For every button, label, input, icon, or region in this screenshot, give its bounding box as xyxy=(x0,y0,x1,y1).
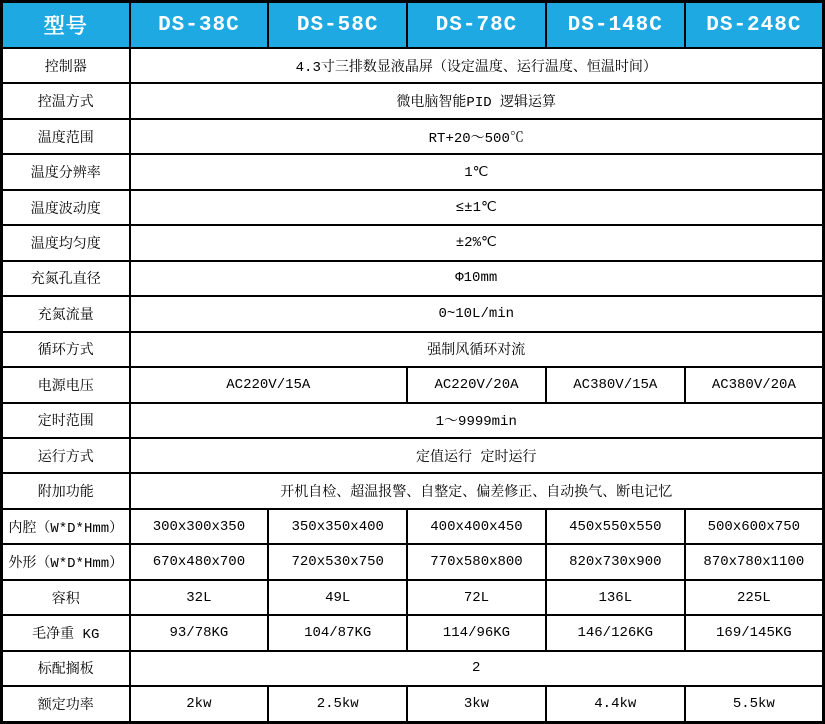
row-label: 温度均匀度 xyxy=(2,225,130,260)
row-outer-dimensions xyxy=(2,544,824,579)
corner-header-model: 型号 xyxy=(2,2,130,49)
model-header-ds-38c: DS-38C xyxy=(130,2,269,49)
spec-value: 4.4kw xyxy=(546,686,685,722)
spec-value: 146/126KG xyxy=(546,615,685,650)
spec-value: 49L xyxy=(268,580,407,615)
model-header-ds-58c: DS-58C xyxy=(268,2,407,49)
row-label: 温度波动度 xyxy=(2,190,130,225)
row-label: 控制器 xyxy=(2,48,130,83)
row-nitrogen-port-diameter xyxy=(2,261,824,296)
model-header-ds-248c: DS-248C xyxy=(685,2,824,49)
spec-value: 136L xyxy=(546,580,685,615)
row-additional-functions xyxy=(2,473,824,508)
spec-value: 350x350x400 xyxy=(268,509,407,544)
row-label: 温度范围 xyxy=(2,119,130,154)
row-value: 强制风循环对流 xyxy=(130,332,824,367)
spec-value: AC380V/20A xyxy=(685,367,824,402)
spec-value: AC220V/15A xyxy=(130,367,408,402)
header-row xyxy=(2,2,824,49)
spec-value: 114/96KG xyxy=(407,615,546,650)
spec-value: 400x400x450 xyxy=(407,509,546,544)
spec-value: AC220V/20A xyxy=(407,367,546,402)
spec-value: 93/78KG xyxy=(130,615,269,650)
row-inner-dimensions xyxy=(2,509,824,544)
spec-value: 450x550x550 xyxy=(546,509,685,544)
row-timer-range xyxy=(2,403,824,438)
row-value: Φ10mm xyxy=(130,261,824,296)
row-label: 毛净重 KG xyxy=(2,615,130,650)
spec-value: 870x780x1100 xyxy=(685,544,824,579)
row-temp-range xyxy=(2,119,824,154)
spec-value: 169/145KG xyxy=(685,615,824,650)
row-label: 内腔（W*D*Hmm） xyxy=(2,509,130,544)
row-value: ±2%℃ xyxy=(130,225,824,260)
row-temp-fluctuation xyxy=(2,190,824,225)
row-label: 充氮流量 xyxy=(2,296,130,331)
row-label: 电源电压 xyxy=(2,367,130,402)
spec-value: 3kw xyxy=(407,686,546,722)
row-value: RT+20～500℃ xyxy=(130,119,824,154)
row-temp-control-mode xyxy=(2,83,824,118)
row-nitrogen-flow xyxy=(2,296,824,331)
spec-value: AC380V/15A xyxy=(546,367,685,402)
row-operation-mode xyxy=(2,438,824,473)
row-value: ≤±1℃ xyxy=(130,190,824,225)
row-value: 定值运行 定时运行 xyxy=(130,438,824,473)
row-temp-resolution xyxy=(2,154,824,189)
row-label: 循环方式 xyxy=(2,332,130,367)
row-temp-uniformity xyxy=(2,225,824,260)
spec-value: 104/87KG xyxy=(268,615,407,650)
row-value: 微电脑智能PID 逻辑运算 xyxy=(130,83,824,118)
row-label: 容积 xyxy=(2,580,130,615)
row-label: 额定功率 xyxy=(2,686,130,722)
row-capacity xyxy=(2,580,824,615)
row-circulation-mode xyxy=(2,332,824,367)
row-controller xyxy=(2,48,824,83)
spec-value: 770x580x800 xyxy=(407,544,546,579)
spec-value: 670x480x700 xyxy=(130,544,269,579)
row-label: 定时范围 xyxy=(2,403,130,438)
row-label: 温度分辨率 xyxy=(2,154,130,189)
row-label: 附加功能 xyxy=(2,473,130,508)
model-header-ds-78c: DS-78C xyxy=(407,2,546,49)
spec-value: 500x600x750 xyxy=(685,509,824,544)
row-label: 充氮孔直径 xyxy=(2,261,130,296)
row-label: 标配搁板 xyxy=(2,651,130,686)
row-value: 开机自检、超温报警、自整定、偏差修正、自动换气、断电记忆 xyxy=(130,473,824,508)
spec-value: 72L xyxy=(407,580,546,615)
spec-value: 225L xyxy=(685,580,824,615)
row-label: 外形（W*D*Hmm） xyxy=(2,544,130,579)
row-value: 0~10L/min xyxy=(130,296,824,331)
model-header-ds-148c: DS-148C xyxy=(546,2,685,49)
spec-value: 300x300x350 xyxy=(130,509,269,544)
row-value: 1℃ xyxy=(130,154,824,189)
row-power-supply xyxy=(2,367,824,402)
row-standard-shelves xyxy=(2,651,824,686)
spec-value: 32L xyxy=(130,580,269,615)
row-rated-power xyxy=(2,686,824,722)
row-value: 1～9999min xyxy=(130,403,824,438)
row-label: 运行方式 xyxy=(2,438,130,473)
spec-value: 2kw xyxy=(130,686,269,722)
spec-value: 820x730x900 xyxy=(546,544,685,579)
spec-value: 720x530x750 xyxy=(268,544,407,579)
row-label: 控温方式 xyxy=(2,83,130,118)
row-value: 4.3寸三排数显液晶屏（设定温度、运行温度、恒温时间） xyxy=(130,48,824,83)
spec-value: 2.5kw xyxy=(268,686,407,722)
row-gross-net-weight xyxy=(2,615,824,650)
spec-value: 5.5kw xyxy=(685,686,824,722)
row-value: 2 xyxy=(130,651,824,686)
